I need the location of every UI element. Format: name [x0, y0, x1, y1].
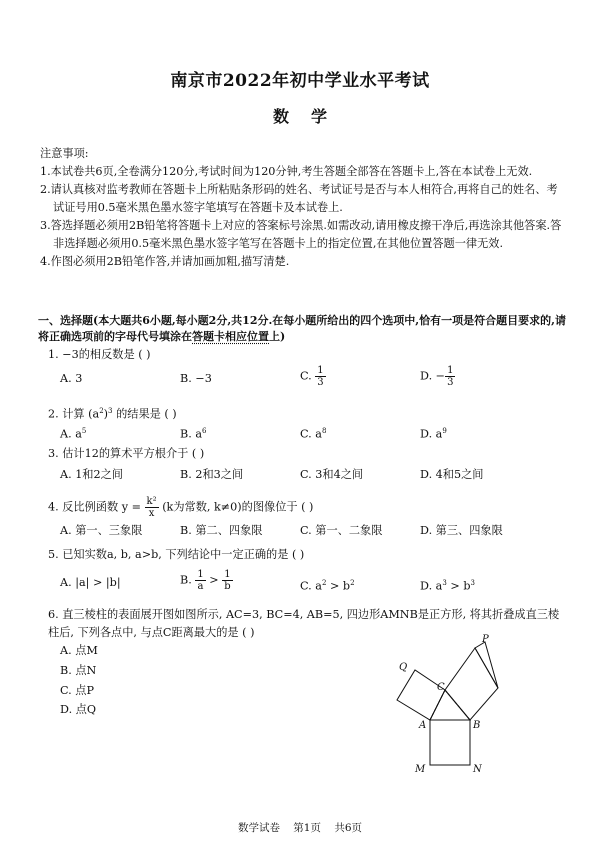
note-item-1: 1.本试卷共6页,全卷满分120分,考试时间为120分钟,考生答题全部答在答题卡上,答在本试卷上无效. — [40, 165, 533, 178]
q6-option-c: C. 点P — [60, 684, 94, 697]
q3-option-b: B. 2和3之间 — [180, 468, 244, 481]
q4-option-d: D. 第三、四象限 — [420, 524, 503, 537]
q5-option-a: A. |a| > |b| — [60, 576, 121, 589]
q2-option-a: A. $a^5$ — [60, 427, 87, 441]
page-footer: 数学试卷 第1页 共6页 — [237, 822, 363, 834]
exam-title: 南京市2022年初中学业水平考试 — [170, 71, 430, 91]
q5-option-c: C. $a^2 > b^2$ — [300, 579, 355, 593]
triangle-abc — [430, 690, 470, 720]
q2-option-d: D. $a^9$ — [420, 427, 447, 441]
question-5-stem: 5. 已知实数a, b, a>b, 下列结论中一定正确的是 ( ) — [48, 548, 305, 561]
label-b: B — [473, 720, 481, 731]
q1-option-c: C. $\frac{1}{3}$ — [300, 365, 324, 388]
question-2-stem: 2. 计算 $(a^2)^3$ 的结果是 ( ) — [48, 407, 177, 421]
q6-option-b: B. 点N — [60, 664, 97, 677]
label-c: C — [437, 682, 445, 693]
q3-option-a: A. 1和2之间 — [60, 468, 123, 481]
q6-option-d: D. 点Q — [60, 703, 97, 716]
q1-option-b: B. −3 — [180, 372, 212, 385]
label-n: N — [473, 764, 482, 775]
section-heading-main: 一、选择题(本大题共6小题,每小题2分,共12分.在每小题所给出的四个选项中,恰有一项是符合题目要求的,请将正确选项前的字母代号填涂在 — [38, 314, 566, 343]
section-heading — [38, 313, 568, 345]
section-heading-end: 上) — [269, 330, 286, 343]
q4-option-c: C. 第一、二象限 — [300, 524, 383, 537]
section-heading-dotted: 答题卡相应位置 — [192, 330, 269, 343]
notes-heading: 注意事项: — [40, 147, 89, 160]
q2-option-b: B. $a^6$ — [180, 427, 207, 441]
rect-ac-face — [397, 670, 445, 720]
question-1-stem: 1. −3的相反数是 ( ) — [48, 348, 151, 361]
label-m: M — [415, 764, 426, 775]
note-item-2: 2.请认真核对监考教师在答题卡上所粘贴条形码的姓名、考试证号是否与本人相符合,再将自己的姓名、考试证号用0.5毫米黑色墨水签字笔填写在答题卡及本试卷上. — [40, 183, 558, 214]
label-p: P — [482, 634, 489, 645]
q4-option-a: A. 第一、三象限 — [60, 524, 143, 537]
square-amnb — [430, 720, 470, 765]
question-6-stem: 6. 直三棱柱的表面展开图如图所示, AC=3, BC=4, AB=5, 四边形AMNB是正方形, 将其折叠成直三棱柱后, 下列各点中, 与点C距离最大的是 ( ) — [48, 608, 560, 639]
subject-title: 数学 — [272, 107, 349, 126]
triangle-cap-p — [475, 642, 498, 688]
note-item-3: 3.答选择题必须用2B铅笔将答题卡上对应的答案标号涂黑.如需改动,请用橡皮擦干净后,再选涂其他答案.答非选择题必须用0.5毫米黑色墨水签字笔写在答题卡上的指定位置,在其他位置答题一律无效. — [40, 219, 562, 250]
note-item-4: 4.作图必须用2B铅笔作答,并请加画加粗,描写清楚. — [40, 255, 290, 268]
notes-block — [40, 145, 565, 271]
q2-option-c: C. $a^8$ — [300, 427, 327, 441]
prism-net-figure — [385, 630, 515, 780]
q1-option-a: A. 3 — [60, 372, 83, 385]
q6-option-a: A. 点M — [60, 644, 98, 657]
label-a: A — [419, 720, 427, 731]
q3-option-c: C. 3和4之间 — [300, 468, 364, 481]
question-3-stem: 3. 估计12的算术平方根介于 ( ) — [48, 447, 205, 460]
q5-option-d: D. $a^3 > b^3$ — [420, 579, 475, 593]
q5-option-b: B. $\frac{1}{a}$ > $\frac{1}{b}$ — [180, 569, 231, 592]
question-4-stem: 4. 反比例函数 y = $\frac{\text{k²}}{x}$ (k为常数, k≠0)的图像位于 ( ) — [48, 496, 314, 519]
q1-option-d: D. − $\frac{1}{3}$ — [420, 365, 454, 388]
q3-option-d: D. 4和5之间 — [420, 468, 484, 481]
label-q: Q — [399, 662, 408, 673]
q4-option-b: B. 第二、四象限 — [180, 524, 263, 537]
